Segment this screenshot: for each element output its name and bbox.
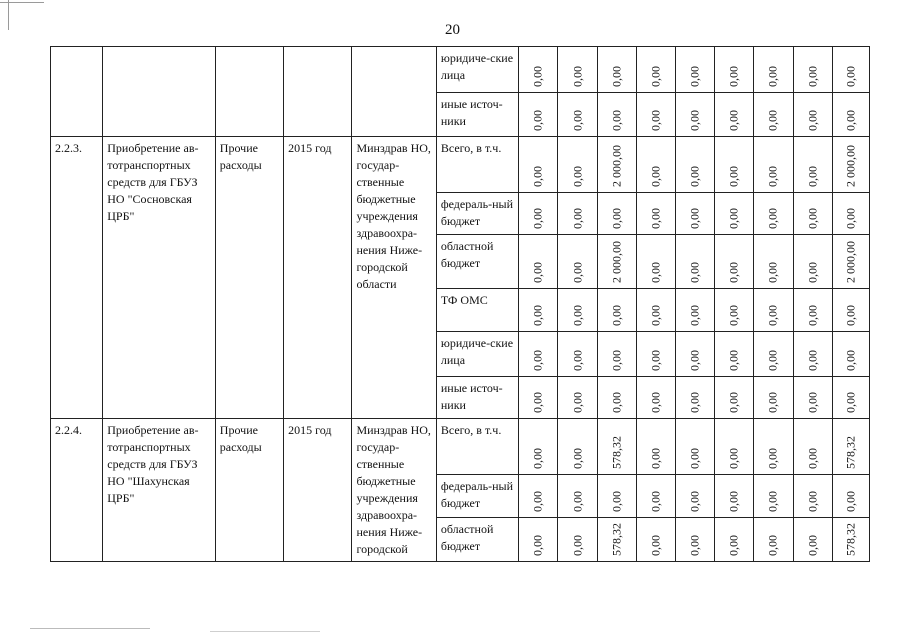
- value-cell: [754, 193, 793, 235]
- value-cell: [832, 47, 869, 93]
- value-cell: [676, 332, 715, 377]
- item-name: Приобретение ав-тотранспортных средств для ГБУЗ НО "Шахунская ЦРБ": [103, 419, 216, 562]
- value-cell: [558, 235, 597, 289]
- expense-type: Прочие расходы: [215, 419, 283, 562]
- value-text: 0,00: [609, 208, 624, 229]
- value-text: 0,00: [805, 66, 820, 87]
- value-cell: [519, 137, 558, 193]
- value-cell: [676, 235, 715, 289]
- funding-source-label: иные источ-ники: [436, 93, 518, 137]
- value-text: 0,00: [765, 66, 780, 87]
- funding-source-label: юридиче-ские лица: [436, 47, 518, 93]
- funding-source-label: федераль-ный бюджет: [436, 193, 518, 235]
- value-text: 0,00: [726, 305, 741, 326]
- funding-source-label: областной бюджет: [436, 518, 518, 562]
- value-text: 0,00: [687, 447, 702, 469]
- value-text: 0,00: [648, 491, 663, 513]
- value-text: 0,00: [687, 491, 702, 513]
- value-cell: [676, 47, 715, 93]
- value-text: 0,00: [765, 166, 780, 187]
- value-text: 0,00: [570, 392, 585, 413]
- value-cell: [754, 377, 793, 419]
- value-cell: [597, 419, 636, 475]
- value-text: 0,00: [687, 166, 702, 187]
- value-cell: [636, 332, 675, 377]
- funding-source-label: ТФ ОМС: [436, 289, 518, 332]
- value-cell: [636, 289, 675, 332]
- value-text: 0,00: [648, 350, 663, 371]
- value-cell: [597, 235, 636, 289]
- value-cell: [636, 377, 675, 419]
- item-year: 2015 год: [284, 419, 352, 562]
- value-cell: [597, 518, 636, 562]
- value-cell: [715, 193, 754, 235]
- value-text: 0,00: [609, 305, 624, 326]
- value-cell: [597, 93, 636, 137]
- cell-name: [103, 47, 216, 137]
- value-text: 0,00: [648, 447, 663, 469]
- value-cell: [676, 137, 715, 193]
- value-text: 0,00: [609, 392, 624, 413]
- value-cell: [636, 419, 675, 475]
- value-text: 0,00: [570, 208, 585, 229]
- value-text: 0,00: [687, 392, 702, 413]
- funding-source-label: иные источ-ники: [436, 377, 518, 419]
- value-cell: [558, 93, 597, 137]
- value-text: 0,00: [726, 447, 741, 469]
- value-text: 0,00: [570, 535, 585, 556]
- value-cell: [597, 332, 636, 377]
- value-cell: [832, 474, 869, 518]
- value-cell: [636, 137, 675, 193]
- item-executor: Минздрав НО, государ-ственные бюджетные учреждения здравоохра-нения Ниже-городской: [352, 419, 436, 562]
- table-row: [51, 419, 870, 475]
- value-text: 0,00: [726, 392, 741, 413]
- value-cell: [715, 332, 754, 377]
- value-cell: [793, 377, 832, 419]
- value-text: 0,00: [765, 535, 780, 556]
- bottom-edge-mark: [30, 628, 150, 629]
- value-cell: [754, 47, 793, 93]
- value-text: 0,00: [609, 110, 624, 131]
- value-text: 0,00: [530, 262, 545, 283]
- value-text: 0,00: [805, 208, 820, 229]
- value-text: 0,00: [648, 535, 663, 556]
- value-cell: [715, 474, 754, 518]
- value-cell: [832, 137, 869, 193]
- value-text: 0,00: [843, 66, 858, 87]
- value-text: 0,00: [805, 491, 820, 513]
- item-number: 2.2.3.: [51, 137, 103, 419]
- value-text: 0,00: [765, 305, 780, 326]
- value-cell: [597, 193, 636, 235]
- value-text: 0,00: [648, 305, 663, 326]
- page-number: 20: [445, 22, 460, 38]
- value-cell: [597, 137, 636, 193]
- expense-type: Прочие расходы: [215, 137, 283, 419]
- value-text: 2 000,00: [843, 145, 858, 187]
- item-name: Приобретение ав-тотранспортных средств для ГБУЗ НО "Сосновская ЦРБ": [103, 137, 216, 419]
- value-text: 0,00: [843, 305, 858, 326]
- value-cell: [793, 137, 832, 193]
- value-cell: [715, 377, 754, 419]
- value-text: 0,00: [570, 305, 585, 326]
- value-cell: [793, 419, 832, 475]
- value-text: 0,00: [687, 262, 702, 283]
- cell-number: [51, 47, 103, 137]
- value-cell: [754, 93, 793, 137]
- value-text: 0,00: [805, 447, 820, 469]
- value-text: 0,00: [687, 110, 702, 131]
- value-text: 0,00: [570, 262, 585, 283]
- value-text: 0,00: [765, 262, 780, 283]
- value-cell: [793, 474, 832, 518]
- value-cell: [754, 518, 793, 562]
- value-cell: [519, 419, 558, 475]
- value-cell: [793, 93, 832, 137]
- value-cell: [558, 47, 597, 93]
- value-text: 0,00: [609, 350, 624, 371]
- value-cell: [832, 235, 869, 289]
- table-row: [51, 137, 870, 193]
- value-cell: [754, 289, 793, 332]
- value-text: 0,00: [687, 208, 702, 229]
- value-text: 0,00: [726, 491, 741, 513]
- value-cell: [558, 419, 597, 475]
- value-text: 0,00: [648, 392, 663, 413]
- value-cell: [715, 47, 754, 93]
- value-cell: [519, 47, 558, 93]
- table-row: [51, 47, 870, 93]
- value-cell: [558, 289, 597, 332]
- value-cell: [558, 193, 597, 235]
- value-text: 0,00: [805, 392, 820, 413]
- funding-source-label: областной бюджет: [436, 235, 518, 289]
- value-cell: [793, 332, 832, 377]
- value-cell: [754, 235, 793, 289]
- cell-expense-type: [215, 47, 283, 137]
- value-text: 0,00: [765, 447, 780, 469]
- value-text: 578,32: [609, 523, 624, 556]
- funding-source-label: федераль-ный бюджет: [436, 474, 518, 518]
- value-text: 0,00: [765, 392, 780, 413]
- value-cell: [597, 47, 636, 93]
- value-cell: [832, 93, 869, 137]
- value-cell: [676, 93, 715, 137]
- value-text: 0,00: [687, 305, 702, 326]
- bottom-edge-mark: [210, 631, 320, 632]
- value-cell: [597, 377, 636, 419]
- value-cell: [832, 419, 869, 475]
- value-cell: [676, 518, 715, 562]
- value-text: 0,00: [648, 166, 663, 187]
- value-cell: [793, 518, 832, 562]
- value-text: 0,00: [843, 350, 858, 371]
- funding-source-label: Всего, в т.ч.: [436, 137, 518, 193]
- value-cell: [793, 289, 832, 332]
- value-cell: [558, 137, 597, 193]
- value-cell: [597, 289, 636, 332]
- value-text: 0,00: [843, 392, 858, 413]
- funding-source-label: Всего, в т.ч.: [436, 419, 518, 475]
- value-text: 0,00: [726, 262, 741, 283]
- value-cell: [558, 377, 597, 419]
- value-text: 0,00: [530, 491, 545, 513]
- value-cell: [519, 93, 558, 137]
- value-cell: [636, 47, 675, 93]
- value-text: 0,00: [530, 350, 545, 371]
- value-text: 0,00: [805, 262, 820, 283]
- value-cell: [676, 289, 715, 332]
- item-number: 2.2.4.: [51, 419, 103, 562]
- value-text: 0,00: [570, 66, 585, 87]
- value-text: 0,00: [648, 66, 663, 87]
- value-cell: [754, 137, 793, 193]
- value-text: 0,00: [726, 110, 741, 131]
- value-text: 0,00: [530, 392, 545, 413]
- value-cell: [832, 332, 869, 377]
- value-text: 0,00: [843, 491, 858, 513]
- value-cell: [715, 137, 754, 193]
- value-cell: [754, 474, 793, 518]
- value-cell: [832, 518, 869, 562]
- value-cell: [558, 332, 597, 377]
- value-cell: [636, 235, 675, 289]
- value-text: 0,00: [765, 208, 780, 229]
- value-cell: [519, 193, 558, 235]
- value-text: 0,00: [805, 110, 820, 131]
- value-text: 2 000,00: [609, 241, 624, 283]
- value-text: 0,00: [805, 535, 820, 556]
- budget-table: [50, 46, 870, 562]
- value-cell: [832, 377, 869, 419]
- value-cell: [636, 193, 675, 235]
- top-edge-mark: [0, 2, 44, 3]
- value-text: 0,00: [609, 491, 624, 513]
- value-cell: [676, 419, 715, 475]
- value-cell: [754, 419, 793, 475]
- value-text: 0,00: [726, 166, 741, 187]
- value-cell: [715, 235, 754, 289]
- value-cell: [676, 474, 715, 518]
- value-cell: [715, 419, 754, 475]
- value-text: 0,00: [530, 208, 545, 229]
- value-cell: [519, 377, 558, 419]
- value-text: 0,00: [765, 491, 780, 513]
- value-text: 0,00: [570, 491, 585, 513]
- value-cell: [558, 518, 597, 562]
- value-cell: [676, 193, 715, 235]
- value-text: 0,00: [843, 208, 858, 229]
- value-text: 0,00: [765, 350, 780, 371]
- value-text: 0,00: [570, 447, 585, 469]
- value-cell: [676, 377, 715, 419]
- value-cell: [715, 518, 754, 562]
- value-cell: [832, 193, 869, 235]
- value-text: 0,00: [726, 350, 741, 371]
- value-cell: [715, 93, 754, 137]
- value-cell: [793, 193, 832, 235]
- value-text: 0,00: [648, 262, 663, 283]
- value-text: 0,00: [530, 66, 545, 87]
- value-text: 0,00: [530, 305, 545, 326]
- value-text: 0,00: [570, 350, 585, 371]
- value-cell: [519, 235, 558, 289]
- value-cell: [715, 289, 754, 332]
- value-text: 0,00: [765, 110, 780, 131]
- value-text: 0,00: [726, 208, 741, 229]
- value-text: 578,32: [843, 435, 858, 469]
- value-cell: [519, 518, 558, 562]
- value-cell: [519, 332, 558, 377]
- value-text: 0,00: [648, 110, 663, 131]
- value-cell: [519, 474, 558, 518]
- value-text: 0,00: [530, 110, 545, 131]
- value-text: 0,00: [570, 166, 585, 187]
- item-executor: Минздрав НО, государ-ственные бюджетные учреждения здравоохра-нения Ниже-городской области: [352, 137, 436, 419]
- value-text: 0,00: [726, 66, 741, 87]
- cell-executor: [352, 47, 436, 137]
- value-cell: [597, 474, 636, 518]
- value-text: 0,00: [648, 208, 663, 229]
- item-year: 2015 год: [284, 137, 352, 419]
- funding-source-label: юридиче-ские лица: [436, 332, 518, 377]
- value-text: 0,00: [687, 350, 702, 371]
- value-cell: [636, 93, 675, 137]
- value-cell: [832, 289, 869, 332]
- value-text: 0,00: [687, 66, 702, 87]
- cell-year: [284, 47, 352, 137]
- value-text: 578,32: [843, 523, 858, 556]
- value-cell: [558, 474, 597, 518]
- value-cell: [636, 518, 675, 562]
- value-text: 0,00: [530, 535, 545, 556]
- value-text: 0,00: [530, 166, 545, 187]
- value-text: 0,00: [687, 535, 702, 556]
- value-cell: [519, 289, 558, 332]
- value-text: 0,00: [609, 66, 624, 87]
- value-text: 0,00: [570, 110, 585, 131]
- value-cell: [793, 235, 832, 289]
- value-text: 2 000,00: [609, 145, 624, 187]
- value-text: 0,00: [843, 110, 858, 131]
- value-text: 0,00: [726, 535, 741, 556]
- value-text: 578,32: [609, 435, 624, 469]
- value-cell: [636, 474, 675, 518]
- value-text: 0,00: [530, 447, 545, 469]
- value-text: 0,00: [805, 166, 820, 187]
- value-text: 0,00: [805, 305, 820, 326]
- value-cell: [793, 47, 832, 93]
- value-text: 0,00: [805, 350, 820, 371]
- value-text: 2 000,00: [843, 241, 858, 283]
- value-cell: [754, 332, 793, 377]
